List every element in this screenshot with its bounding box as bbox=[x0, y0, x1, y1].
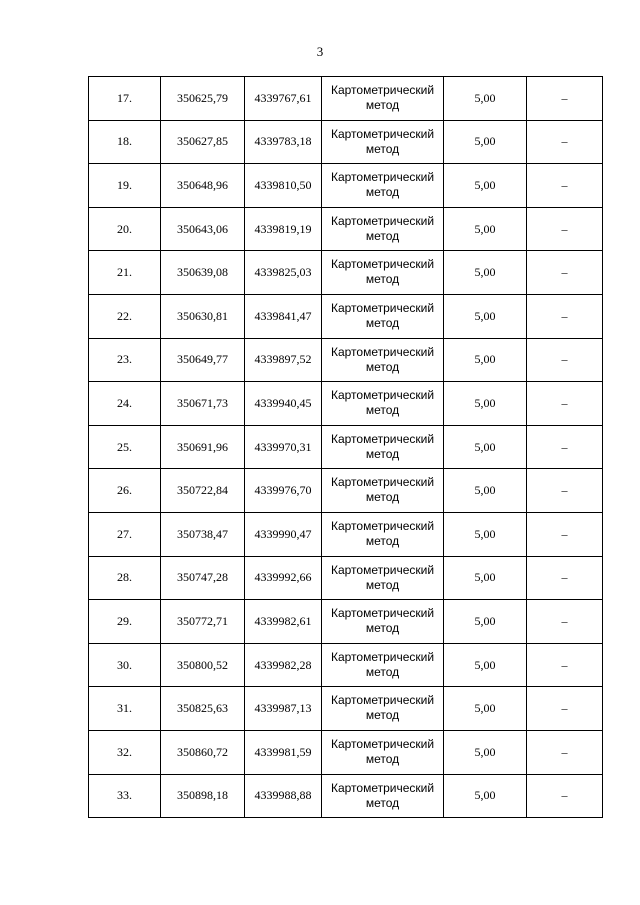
method-line-2: метод bbox=[365, 272, 400, 287]
x-coordinate-cell: 350639,08 bbox=[161, 251, 245, 295]
method-cell bbox=[322, 425, 444, 469]
precision-cell: 5,00 bbox=[444, 556, 527, 600]
note-cell: – bbox=[527, 294, 603, 338]
point-number-cell: 28. bbox=[89, 556, 161, 600]
method-line-2: метод bbox=[365, 185, 400, 200]
point-number-cell: 24. bbox=[89, 382, 161, 426]
method-line-2: метод bbox=[365, 533, 400, 548]
method-line-2: метод bbox=[365, 141, 400, 156]
method-line-2: метод bbox=[365, 664, 400, 679]
y-coordinate-cell: 4339976,70 bbox=[245, 469, 322, 513]
method-line-1: Картометрический bbox=[330, 431, 435, 446]
method-line-1: Картометрический bbox=[330, 475, 435, 490]
table-row bbox=[89, 120, 603, 164]
y-coordinate-cell: 4339982,28 bbox=[245, 643, 322, 687]
note-cell: – bbox=[527, 687, 603, 731]
y-coordinate-cell: 4339783,18 bbox=[245, 120, 322, 164]
x-coordinate-cell: 350691,96 bbox=[161, 425, 245, 469]
x-coordinate-cell: 350649,77 bbox=[161, 338, 245, 382]
table-row bbox=[89, 382, 603, 426]
point-number-cell: 29. bbox=[89, 600, 161, 644]
y-coordinate-cell: 4339819,19 bbox=[245, 207, 322, 251]
precision-cell: 5,00 bbox=[444, 77, 527, 121]
method-line-2: метод bbox=[365, 403, 400, 418]
precision-cell: 5,00 bbox=[444, 643, 527, 687]
method-cell bbox=[322, 207, 444, 251]
method-line-2: метод bbox=[365, 228, 400, 243]
method-line-1: Картометрический bbox=[330, 693, 435, 708]
precision-cell: 5,00 bbox=[444, 382, 527, 426]
x-coordinate-cell: 350898,18 bbox=[161, 774, 245, 818]
table-row bbox=[89, 207, 603, 251]
x-coordinate-cell: 350625,79 bbox=[161, 77, 245, 121]
y-coordinate-cell: 4339981,59 bbox=[245, 730, 322, 774]
x-coordinate-cell: 350722,84 bbox=[161, 469, 245, 513]
y-coordinate-cell: 4339767,61 bbox=[245, 77, 322, 121]
method-line-2: метод bbox=[365, 490, 400, 505]
precision-cell: 5,00 bbox=[444, 687, 527, 731]
method-cell bbox=[322, 600, 444, 644]
point-number-cell: 19. bbox=[89, 164, 161, 208]
x-coordinate-cell: 350630,81 bbox=[161, 294, 245, 338]
method-line-1: Картометрический bbox=[330, 736, 435, 751]
note-cell: – bbox=[527, 556, 603, 600]
precision-cell: 5,00 bbox=[444, 469, 527, 513]
precision-cell: 5,00 bbox=[444, 512, 527, 556]
method-line-1: Картометрический bbox=[330, 213, 435, 228]
method-line-1: Картометрический bbox=[330, 300, 435, 315]
precision-cell: 5,00 bbox=[444, 600, 527, 644]
method-cell bbox=[322, 77, 444, 121]
note-cell: – bbox=[527, 251, 603, 295]
method-line-1: Картометрический bbox=[330, 518, 435, 533]
x-coordinate-cell: 350671,73 bbox=[161, 382, 245, 426]
table-row bbox=[89, 774, 603, 818]
point-number-cell: 31. bbox=[89, 687, 161, 731]
y-coordinate-cell: 4339990,47 bbox=[245, 512, 322, 556]
x-coordinate-cell: 350772,71 bbox=[161, 600, 245, 644]
point-number-cell: 27. bbox=[89, 512, 161, 556]
y-coordinate-cell: 4339992,66 bbox=[245, 556, 322, 600]
precision-cell: 5,00 bbox=[444, 294, 527, 338]
table-row bbox=[89, 556, 603, 600]
method-line-1: Картометрический bbox=[330, 344, 435, 359]
note-cell: – bbox=[527, 77, 603, 121]
x-coordinate-cell: 350643,06 bbox=[161, 207, 245, 251]
method-line-1: Картометрический bbox=[330, 780, 435, 795]
table-row bbox=[89, 600, 603, 644]
x-coordinate-cell: 350825,63 bbox=[161, 687, 245, 731]
table-row bbox=[89, 294, 603, 338]
y-coordinate-cell: 4339970,31 bbox=[245, 425, 322, 469]
note-cell: – bbox=[527, 730, 603, 774]
point-number-cell: 23. bbox=[89, 338, 161, 382]
point-number-cell: 22. bbox=[89, 294, 161, 338]
method-line-2: метод bbox=[365, 315, 400, 330]
coordinates-table-body bbox=[89, 77, 603, 818]
method-cell bbox=[322, 512, 444, 556]
note-cell: – bbox=[527, 120, 603, 164]
method-cell bbox=[322, 294, 444, 338]
table-row bbox=[89, 643, 603, 687]
method-line-2: метод bbox=[365, 446, 400, 461]
x-coordinate-cell: 350747,28 bbox=[161, 556, 245, 600]
point-number-cell: 21. bbox=[89, 251, 161, 295]
method-line-2: метод bbox=[365, 577, 400, 592]
method-line-1: Картометрический bbox=[330, 649, 435, 664]
method-line-2: метод bbox=[365, 621, 400, 636]
note-cell: – bbox=[527, 425, 603, 469]
point-number-cell: 20. bbox=[89, 207, 161, 251]
precision-cell: 5,00 bbox=[444, 774, 527, 818]
y-coordinate-cell: 4339940,45 bbox=[245, 382, 322, 426]
method-cell bbox=[322, 643, 444, 687]
page-number: 3 bbox=[316, 44, 324, 59]
method-cell bbox=[322, 469, 444, 513]
y-coordinate-cell: 4339841,47 bbox=[245, 294, 322, 338]
note-cell: – bbox=[527, 382, 603, 426]
method-line-2: метод bbox=[365, 359, 400, 374]
point-number-cell: 32. bbox=[89, 730, 161, 774]
point-number-cell: 30. bbox=[89, 643, 161, 687]
y-coordinate-cell: 4339897,52 bbox=[245, 338, 322, 382]
precision-cell: 5,00 bbox=[444, 338, 527, 382]
table-row bbox=[89, 77, 603, 121]
method-cell bbox=[322, 164, 444, 208]
point-number-cell: 33. bbox=[89, 774, 161, 818]
note-cell: – bbox=[527, 207, 603, 251]
method-line-1: Картометрический bbox=[330, 388, 435, 403]
method-line-2: метод bbox=[365, 98, 400, 112]
table-row bbox=[89, 338, 603, 382]
method-line-1: Картометрический bbox=[330, 83, 435, 97]
x-coordinate-cell: 350860,72 bbox=[161, 730, 245, 774]
x-coordinate-cell: 350800,52 bbox=[161, 643, 245, 687]
table-row bbox=[89, 687, 603, 731]
note-cell: – bbox=[527, 469, 603, 513]
point-number-cell: 17. bbox=[89, 77, 161, 121]
point-number-cell: 26. bbox=[89, 469, 161, 513]
y-coordinate-cell: 4339982,61 bbox=[245, 600, 322, 644]
point-number-cell: 18. bbox=[89, 120, 161, 164]
x-coordinate-cell: 350627,85 bbox=[161, 120, 245, 164]
note-cell: – bbox=[527, 600, 603, 644]
method-cell bbox=[322, 382, 444, 426]
y-coordinate-cell: 4339987,13 bbox=[245, 687, 322, 731]
method-line-1: Картометрический bbox=[330, 126, 435, 141]
precision-cell: 5,00 bbox=[444, 207, 527, 251]
note-cell: – bbox=[527, 338, 603, 382]
method-line-1: Картометрический bbox=[330, 606, 435, 621]
method-cell bbox=[322, 251, 444, 295]
method-cell bbox=[322, 338, 444, 382]
precision-cell: 5,00 bbox=[444, 120, 527, 164]
table-row bbox=[89, 251, 603, 295]
table-row bbox=[89, 469, 603, 513]
y-coordinate-cell: 4339810,50 bbox=[245, 164, 322, 208]
precision-cell: 5,00 bbox=[444, 164, 527, 208]
precision-cell: 5,00 bbox=[444, 251, 527, 295]
method-line-2: метод bbox=[365, 751, 400, 766]
precision-cell: 5,00 bbox=[444, 730, 527, 774]
coordinates-table bbox=[88, 76, 603, 818]
x-coordinate-cell: 350738,47 bbox=[161, 512, 245, 556]
table-row bbox=[89, 730, 603, 774]
note-cell: – bbox=[527, 512, 603, 556]
table-row bbox=[89, 512, 603, 556]
method-line-2: метод bbox=[365, 795, 400, 810]
method-cell bbox=[322, 730, 444, 774]
x-coordinate-cell: 350648,96 bbox=[161, 164, 245, 208]
method-cell bbox=[322, 774, 444, 818]
table-row bbox=[89, 425, 603, 469]
note-cell: – bbox=[527, 643, 603, 687]
note-cell: – bbox=[527, 164, 603, 208]
table-row bbox=[89, 164, 603, 208]
method-line-1: Картометрический bbox=[330, 170, 435, 185]
point-number-cell: 25. bbox=[89, 425, 161, 469]
method-cell bbox=[322, 556, 444, 600]
y-coordinate-cell: 4339988,88 bbox=[245, 774, 322, 818]
note-cell: – bbox=[527, 774, 603, 818]
method-line-2: метод bbox=[365, 708, 400, 723]
method-cell bbox=[322, 120, 444, 164]
precision-cell: 5,00 bbox=[444, 425, 527, 469]
method-line-1: Картометрический bbox=[330, 562, 435, 577]
method-cell bbox=[322, 687, 444, 731]
method-line-1: Картометрический bbox=[330, 257, 435, 272]
y-coordinate-cell: 4339825,03 bbox=[245, 251, 322, 295]
